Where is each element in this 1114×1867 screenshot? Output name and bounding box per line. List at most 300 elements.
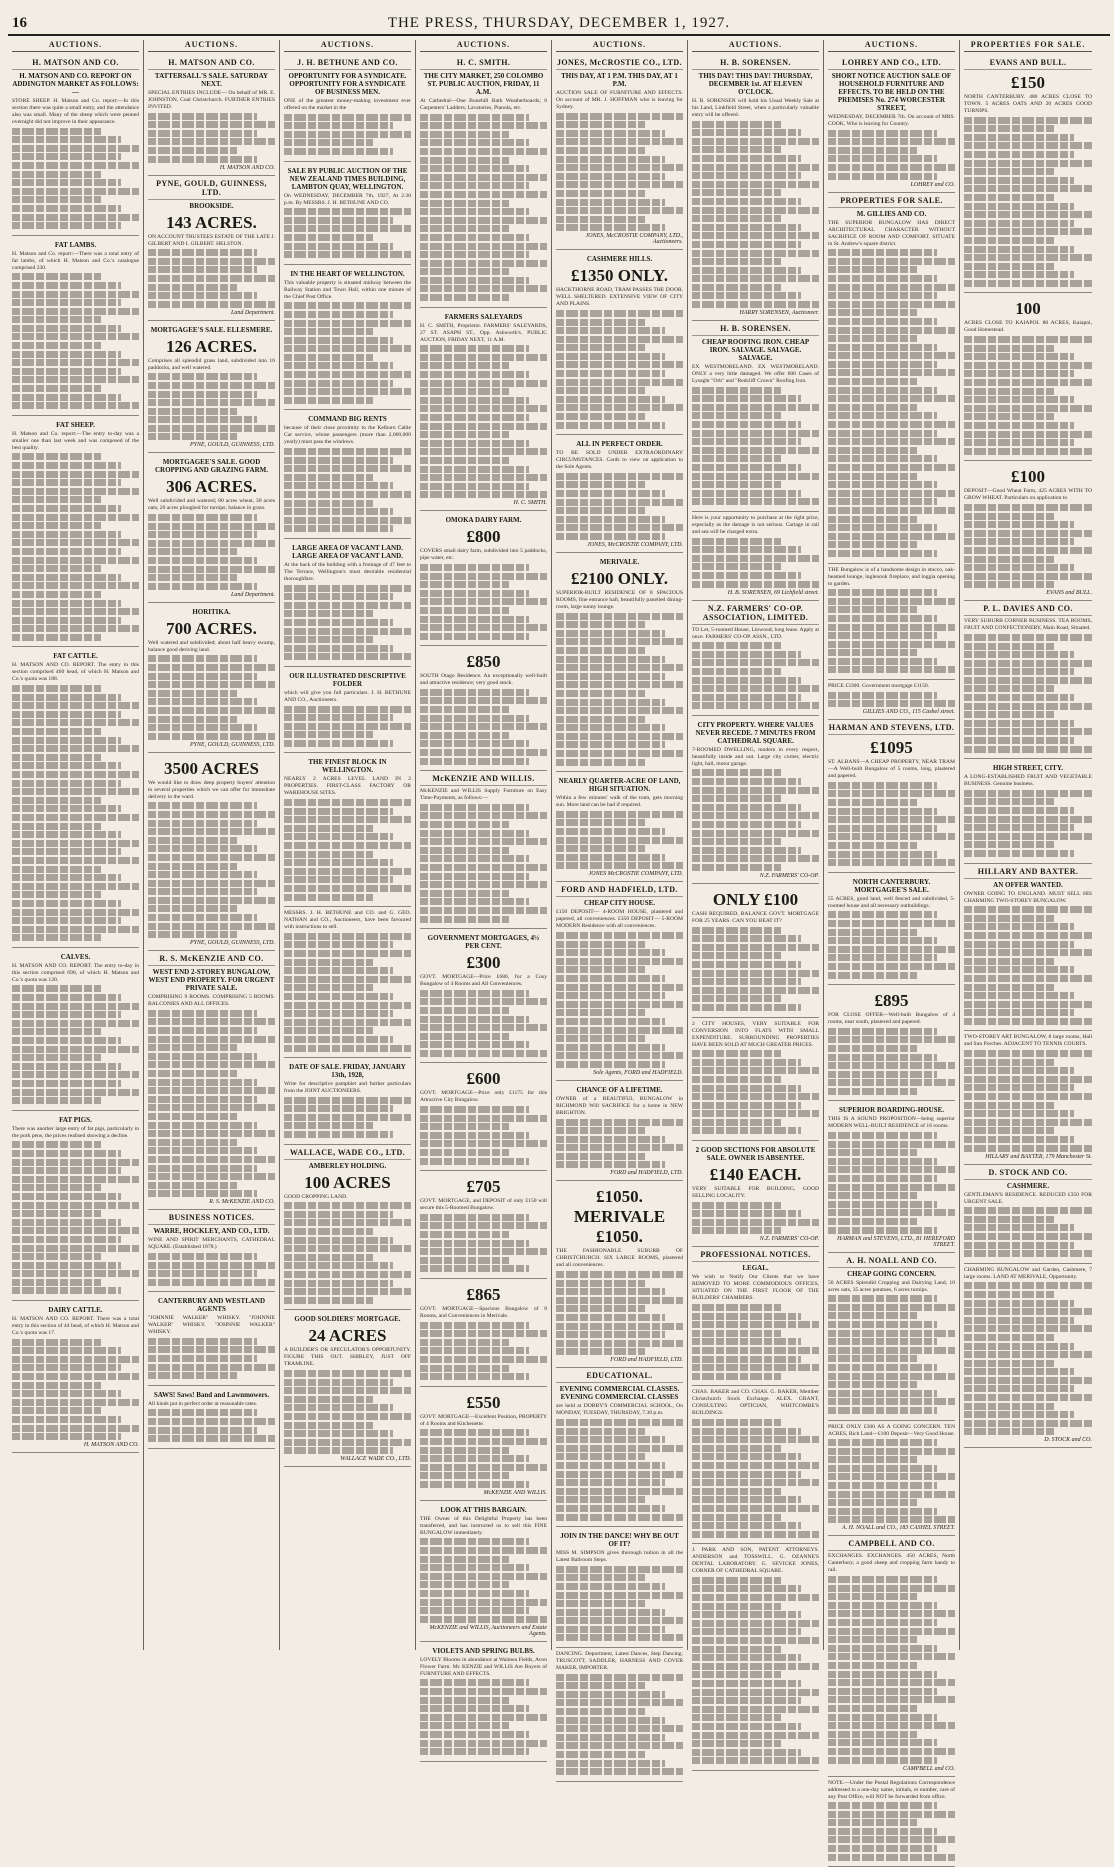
advertisement [148, 1292, 275, 1386]
ad-text-line [828, 972, 917, 979]
ad-text-line [420, 1607, 529, 1614]
ad-text-line [964, 1250, 1092, 1257]
ad-text-line [420, 890, 509, 897]
ad-text-line [12, 162, 139, 169]
ad-text-line [828, 1482, 937, 1489]
ad-text-line [828, 816, 955, 823]
ad-text-line [12, 1373, 139, 1380]
ad-text-line [964, 1018, 1092, 1025]
ad-body-text: because of their close proximity to the Kelburn Cable Car service, whose passengers (more than 2,000,000 yearly) must pass the windows. [284, 425, 411, 446]
ad-text-line [148, 1355, 257, 1362]
ad-text-line [828, 1149, 917, 1156]
ad-body-text: are held at DOBBY'S COMMERCIAL SCHOOL, On MONDAY, TUESDAY, THURSDAY, 7.30 p.m. [556, 1403, 683, 1417]
ad-text-line [964, 660, 1092, 667]
ad-text-line [284, 619, 393, 626]
ad-text-line [420, 1050, 547, 1057]
ad-text-line [692, 1330, 781, 1337]
ad-text-line [12, 205, 121, 212]
ad-text-line [284, 868, 411, 875]
ad-text-line [692, 1202, 781, 1209]
ad-text-line [284, 491, 411, 498]
column-heading: AUCTIONS. [148, 40, 275, 52]
ad-text-line [148, 681, 275, 688]
ad-text-line [12, 1141, 101, 1148]
ad-subheading: FAT CATTLE. [12, 652, 139, 660]
ad-text-line [420, 131, 509, 138]
ad-text-line [12, 488, 139, 495]
ad-text-line [556, 707, 683, 714]
ad-text-line [284, 1387, 411, 1394]
advertisement [420, 55, 547, 308]
ad-text-line [420, 616, 529, 623]
ad-text-line [284, 1237, 393, 1244]
column-6 [688, 40, 824, 1650]
ad-text-line [12, 685, 101, 692]
ad-text-line [556, 699, 665, 706]
ad-text-line [420, 916, 509, 923]
ad-text-line [12, 1071, 139, 1078]
ad-subheading: MORTGAGEE'S SALE. GOOD CROPPING AND GRAZING FARM. [148, 458, 275, 474]
ad-body-text: AUCTION SALE OF FURNITURE AND EFFECTS. On account of MR. J. HOFFMAN who is leaving for Sydney. [556, 90, 683, 111]
ad-body-text: Write for descriptive pamphlet and further particulars from the JOINT AUCTIONEERS. [284, 1081, 411, 1095]
ad-body-text: CHARMING BUNGALOW and Garden, Cashmere, 7 large rooms. LAND AT MERIVALE, Opportunity. [964, 1267, 1092, 1281]
ad-display-figure: ONLY £100 [692, 890, 819, 910]
ad-text-line [692, 421, 801, 428]
ad-text-line [12, 1063, 121, 1070]
ad-text-line [420, 1222, 547, 1229]
ad-text-line [420, 208, 529, 215]
ad-text-line [420, 1106, 529, 1113]
ad-display-figure: £150 [964, 73, 1092, 93]
ad-text-line [420, 1373, 529, 1380]
ad-text-line [828, 1585, 955, 1592]
ad-text-line [692, 830, 819, 837]
ad-text-line [828, 589, 937, 596]
ad-text-line [420, 990, 529, 997]
ad-text-line [828, 937, 937, 944]
ad-body-text: A BUILDER'S OR SPECULATOR'S OPPORTUNITY. FIGURE THIS OUT. SHIRLEY, JUST OFF TRAMLINE. [284, 1347, 411, 1368]
ad-text-line [692, 138, 819, 145]
ad-text-line [148, 1104, 275, 1111]
ad-text-line [420, 1731, 529, 1738]
ad-text-line [284, 448, 411, 455]
ad-subheading: DAIRY CATTLE. [12, 1306, 139, 1314]
ad-text-line [284, 380, 393, 387]
ad-body-text: THIS IS A SOUND PROPOSITION—being superior MODERN WELL-BUILT RESIDENCE of 16 rooms. [828, 1116, 955, 1130]
ad-text-line [556, 516, 665, 523]
ad-text-line [420, 689, 529, 696]
ad-text-line [828, 1628, 955, 1635]
ad-text-line [556, 370, 665, 377]
ad-text-line [148, 514, 257, 521]
advertisement [964, 55, 1092, 293]
ad-text-line [828, 1304, 955, 1311]
ad-text-line [692, 1127, 801, 1134]
ad-text-line [284, 225, 411, 232]
ad-body-text: NOTE.—Under the Postal Regulations Correspondence addressed to a one-day name, initials, or number, care of any Post Office, will NOT be forwarded from office. [828, 1780, 955, 1801]
ad-text-line [556, 621, 645, 628]
ad-text-line [556, 992, 665, 999]
ad-text-line [148, 408, 237, 415]
advertisement [284, 55, 411, 162]
ad-text-line [148, 1010, 257, 1017]
ad-text-line [964, 1428, 1054, 1435]
ad-text-line [828, 1330, 955, 1337]
ad-signature: Land Department. [148, 310, 275, 316]
ad-text-line [284, 1202, 411, 1209]
ad-text-line [148, 698, 257, 705]
ad-text-line [148, 266, 257, 273]
ad-text-line [692, 944, 819, 951]
ad-text-line [284, 1254, 373, 1261]
ad-text-line [828, 395, 955, 402]
ad-text-line [420, 345, 529, 352]
ad-text-line [692, 1419, 781, 1426]
ad-text-line [148, 1147, 257, 1154]
ad-text-line [964, 975, 1092, 982]
advertisement [556, 1081, 683, 1182]
ad-text-line [964, 1207, 1092, 1214]
ad-text-line [420, 1455, 529, 1462]
ad-text-line [12, 994, 121, 1001]
ad-text-line [284, 508, 393, 515]
ad-text-line [692, 1076, 781, 1083]
ad-text-line [692, 1462, 819, 1469]
ad-text-line [284, 525, 393, 532]
ad-text-line [420, 268, 509, 275]
ad-text-line [964, 992, 1074, 999]
ad-text-line [284, 243, 393, 250]
ad-text-line [692, 198, 801, 205]
ad-text-line [964, 1136, 1074, 1143]
ad-text-line [556, 1742, 683, 1749]
ad-text-line [692, 129, 801, 136]
ad-subheading: ALL IN PERFECT ORDER. [556, 440, 683, 448]
ad-text-line [692, 1749, 801, 1756]
ad-text-line [828, 946, 955, 953]
ad-text-line [284, 345, 411, 352]
ad-text-line [828, 1036, 955, 1043]
ad-text-line [828, 1688, 937, 1695]
ad-body-text: SUPERIOR-BUILT RESIDENCE OF 8 SPACIOUS ROOMS, fine entrance hall, beautifully panelled dining-room, large sunny lounge. [556, 590, 683, 611]
ad-text-line [420, 1429, 529, 1436]
ad-text-line [964, 413, 1054, 420]
ad-text-line [964, 932, 1092, 939]
ad-text-line [12, 582, 139, 589]
ad-text-line [964, 530, 1092, 537]
ad-text-line [692, 1110, 819, 1117]
ad-text-line [556, 1453, 645, 1460]
ad-text-line [828, 833, 955, 840]
ad-body-text: STORE SHEEP. H. Matson and Co. report:—In this section there was quite a small entry, and the attendance also was small. Many of the sheep which were penned overnight did not improve in their appearance. [12, 98, 139, 126]
ad-body-text: Well watered and subdivided; about half heavy swamp, balance good deriving land. [148, 640, 275, 654]
ad-text-line [828, 130, 937, 137]
ad-text-line [692, 1706, 819, 1713]
ad-text-line [284, 894, 373, 901]
ad-body-text: H. MATSON AND CO. REPORT. The entry to-day in this section comprised 690, of which H. Matson and Co.'s quota was 120. [12, 963, 139, 984]
ad-text-line [692, 464, 801, 471]
advertisement [692, 1544, 819, 1771]
ad-text-line [556, 524, 683, 531]
ad-text-line [12, 1416, 121, 1423]
ad-text-line [420, 277, 529, 284]
ad-text-line [692, 546, 801, 553]
ad-text-line [148, 690, 237, 697]
ad-text-line [420, 723, 547, 730]
ad-text-line [828, 1407, 937, 1414]
ad-text-line [692, 1505, 819, 1512]
ad-text-line [828, 1836, 955, 1843]
ad-text-line [12, 539, 139, 546]
ad-text-line [420, 491, 547, 498]
ad-text-line [692, 838, 781, 845]
advertisement [692, 601, 819, 716]
ad-text-line [828, 1175, 937, 1182]
ad-text-line [556, 156, 665, 163]
ad-text-line [12, 402, 139, 409]
ad-subheading: CHEAP ROOFING IRON. CHEAP IRON. SALVAGE. SALVAGE. SALVAGE. [692, 338, 819, 362]
ad-text-line [692, 1514, 781, 1521]
ad-text-line [420, 354, 547, 361]
advertisement [828, 720, 955, 873]
ad-text-line [148, 583, 257, 590]
ad-signature: Sole Agents, FORD and HADFIELD. [556, 1070, 683, 1076]
ad-text-line [692, 1620, 819, 1627]
ad-text-line [828, 318, 937, 325]
ad-text-line [964, 807, 1074, 814]
ad-text-line [12, 780, 121, 787]
ad-text-line [420, 804, 529, 811]
ad-text-line [556, 630, 665, 637]
ad-text-line [692, 769, 781, 776]
ad-text-line [556, 413, 645, 420]
ad-subheading: CHANCE OF A LIFETIME. [556, 1086, 683, 1094]
advertisement [964, 601, 1092, 759]
ad-text-line [148, 845, 257, 852]
ad-text-line [828, 266, 917, 273]
ad-body-text: SPECIAL ENTRIES INCLUDE— On behalf of MR. E. JOHNSTON, Coal Christchurch. FURTHER ENTRIES INVITED. [148, 90, 275, 111]
ad-text-line [556, 750, 683, 757]
ad-text-line [284, 122, 393, 129]
ad-text-line [12, 617, 121, 624]
advertisement [828, 985, 955, 1101]
ad-text-line [284, 1019, 411, 1026]
ad-text-line [692, 490, 801, 497]
ad-text-line [828, 1705, 917, 1712]
ad-text-line [828, 369, 955, 376]
ad-body-text: TO Let, 5-roomed House, Linwood; long lease. Apply at once. FARMERS' CO-OP. ASSN., LTD. [692, 627, 819, 641]
ad-text-line [284, 1122, 373, 1129]
ad-text-line [12, 351, 121, 358]
ad-text-line [284, 457, 393, 464]
ad-display-figure: £2100 ONLY. [556, 569, 683, 589]
ad-text-line [12, 985, 101, 992]
ad-text-line [828, 1321, 937, 1328]
ad-text-line [964, 651, 1074, 658]
ad-text-line [284, 653, 411, 660]
ad-text-line [420, 182, 529, 189]
ad-text-line [828, 430, 937, 437]
ad-text-line [828, 344, 937, 351]
ad-text-line [148, 837, 237, 844]
ad-signature: N.Z. FARMERS' CO-OP. [692, 1236, 819, 1242]
ad-text-line [828, 666, 955, 673]
ad-subheading: LARGE AREA OF VACANT LAND. LARGE AREA OF VACANT LAND. [284, 544, 411, 560]
ad-text-line [828, 387, 937, 394]
ad-text-line [828, 473, 917, 480]
ad-body-text: GOVT. MORTGAGE—Price only £1175 for this Attractive City Bungalow. [420, 1090, 547, 1104]
ad-text-line [148, 301, 275, 308]
ad-subheading: OUR ILLUSTRATED DESCRIPTIVE FOLDER [284, 672, 411, 688]
ad-text-line [12, 273, 101, 280]
ad-text-line [556, 1691, 665, 1698]
ad-text-line [420, 260, 547, 267]
ad-text-line [12, 823, 101, 830]
ad-body-text: GOVT. MORTGAGE—Excellent Position, PROPERTY of 4 Rooms and Kitchenette. [420, 1414, 547, 1428]
ad-text-line [692, 694, 801, 701]
ad-text-line [692, 121, 781, 128]
ad-text-line [12, 1364, 121, 1371]
ad-body-text: OWNER of a BEAUTIFUL BUNGALOW in RICHMOND Will SACRIFICE for a home in NEW BRIGHTON. [556, 1096, 683, 1117]
advertisement [828, 564, 955, 681]
ad-text-line [828, 624, 955, 631]
ad-text-line [12, 333, 139, 340]
ad-text-line [12, 153, 121, 160]
ad-text-line [692, 430, 819, 437]
ad-text-line [420, 697, 547, 704]
ad-text-line [828, 378, 917, 385]
column-heading: AUCTIONS. [828, 40, 955, 52]
advertisement [284, 1310, 411, 1467]
ad-text-line [284, 1430, 393, 1437]
ad-text-line [828, 1576, 937, 1583]
ad-display-figure: 3500 ACRES [148, 759, 275, 779]
ad-text-line [148, 1372, 237, 1379]
ad-body-text: LOVELY Blooms in abundance at Waimea Fields, Avon Flower Farm. Mc KENZIE and WILLIS Are Buyers of FURNITURE AND EFFECTS. [420, 1657, 547, 1678]
column-4 [416, 40, 552, 1650]
ad-text-line [692, 301, 819, 308]
ad-text-line [420, 1356, 547, 1363]
ad-text-line [692, 1689, 819, 1696]
column-heading: AUCTIONS. [12, 40, 139, 52]
ad-subheading: GOOD SOLDIERS' MORTGAGE. [284, 1315, 411, 1323]
ad-text-line [148, 1044, 237, 1051]
ad-signature: A. H. NOALL and CO., 183 CASHEL STREET. [828, 1525, 955, 1531]
ad-text-line [556, 1717, 665, 1724]
ad-text-line [692, 224, 801, 231]
ad-text-line [284, 139, 373, 146]
ad-text-line [692, 927, 781, 934]
ad-subheading: H. MATSON AND CO. REPORT ON ADDINGTON MARKET AS FOLLOWS:— [12, 72, 139, 96]
advertisement [828, 1101, 955, 1252]
ad-text-line [556, 1119, 683, 1126]
ad-text-line [828, 1201, 937, 1208]
ad-text-line [828, 929, 917, 936]
ad-text-line [12, 934, 101, 941]
ad-text-line [692, 1611, 801, 1618]
ad-text-line [964, 1291, 1054, 1298]
ad-body-text: CASH REQUIRED, BALANCE GOVT. MORTGAGE FOR 25 YEARS. CAN YOU BEAT IT? [692, 911, 819, 925]
ad-text-line [964, 1242, 1074, 1249]
ad-signature: FORD and HADFIELD, LTD. [556, 1357, 683, 1363]
ad-text-line [284, 1002, 411, 1009]
ad-text-line [12, 1054, 101, 1061]
ad-body-text: COMPRISING 9 ROOMS. COMPRISING 5 ROOMS. BALCONIES AND ALL OFFICES. [148, 994, 275, 1008]
ad-text-line [420, 1472, 509, 1479]
ad-text-line [964, 923, 1074, 930]
ad-body-text: H. Matson and Co. report:—The entry to-day was a smaller one than last week and was composed of the best quality. [12, 431, 139, 452]
ad-text-line [964, 370, 1074, 377]
ad-text-line [420, 148, 547, 155]
ad-text-line [964, 228, 1092, 235]
ad-text-line [692, 804, 801, 811]
ad-text-line [12, 548, 121, 555]
ad-text-line [692, 1628, 801, 1635]
ad-text-line [12, 1390, 121, 1397]
ad-text-line [556, 724, 665, 731]
ad-heading: FORD AND HADFIELD, LTD. [556, 885, 683, 897]
ad-text-line [964, 1067, 1074, 1074]
ad-text-line [692, 1059, 801, 1066]
ad-text-line [964, 841, 1054, 848]
ad-signature: H. B. SORENSEN, 69 Lichfield street. [692, 590, 819, 596]
ad-text-line [148, 548, 237, 555]
ad-text-line [148, 673, 257, 680]
ad-text-line [284, 984, 373, 991]
ad-text-line [964, 1076, 1092, 1083]
ad-text-line [148, 707, 275, 714]
ad-text-line [828, 1456, 917, 1463]
ad-text-line [556, 1725, 683, 1732]
ad-subheading: NORTH CANTERBURY. MORTGAGEE'S SALE. [828, 878, 955, 894]
ad-text-line [556, 1044, 665, 1051]
ad-body-text: On WEDNESDAY, DECEMBER 7th, 1927, At 2.30 p.m. By MESSRS. J. H. BETHUNE AND CO. [284, 193, 411, 207]
ad-text-line [420, 1556, 509, 1563]
ad-text-line [964, 1084, 1074, 1091]
ad-text-line [964, 1368, 1074, 1375]
advertisement [556, 55, 683, 250]
ad-text-line [148, 1087, 275, 1094]
advertisement [12, 236, 139, 416]
ad-subheading: HIGH STREET, CITY. [964, 764, 1092, 772]
ad-body-text: Well subdivided and watered; 80 acres wheat, 30 acres oats, 20 acres ploughed for turnips; balance in grass. [148, 498, 275, 512]
ad-text-line [828, 1819, 917, 1826]
ad-text-line [828, 1739, 937, 1746]
ad-subheading: AMBERLEY HOLDING. [284, 1162, 411, 1170]
ad-text-line [556, 181, 683, 188]
ad-text-line [12, 788, 139, 795]
ad-text-line [964, 1001, 1092, 1008]
advertisement [420, 1063, 547, 1171]
ad-text-line [828, 1845, 937, 1852]
ad-signature: EVANS and BULL. [964, 590, 1092, 596]
ad-text-line [12, 1253, 101, 1260]
ad-text-line [828, 1653, 955, 1660]
ad-heading: EVANS AND BULL. [964, 58, 1092, 70]
advertisement [964, 461, 1092, 601]
ad-body-text: GOVT. MORTGAGE—Spacious Bungalow of 8 Rooms, and Conveniences in Merivale. [420, 1306, 547, 1320]
ad-text-line [420, 749, 547, 756]
ad-text-line [828, 361, 937, 368]
ad-text-line [420, 907, 547, 914]
ad-heading: McKENZIE AND WILLIS. [420, 774, 547, 786]
ad-text-line [556, 811, 683, 818]
advertisement [148, 453, 275, 602]
ad-text-line [12, 600, 121, 607]
ad-text-line [828, 1508, 937, 1515]
ad-display-figure: 126 ACRES. [148, 337, 275, 357]
ad-text-line [148, 156, 257, 163]
